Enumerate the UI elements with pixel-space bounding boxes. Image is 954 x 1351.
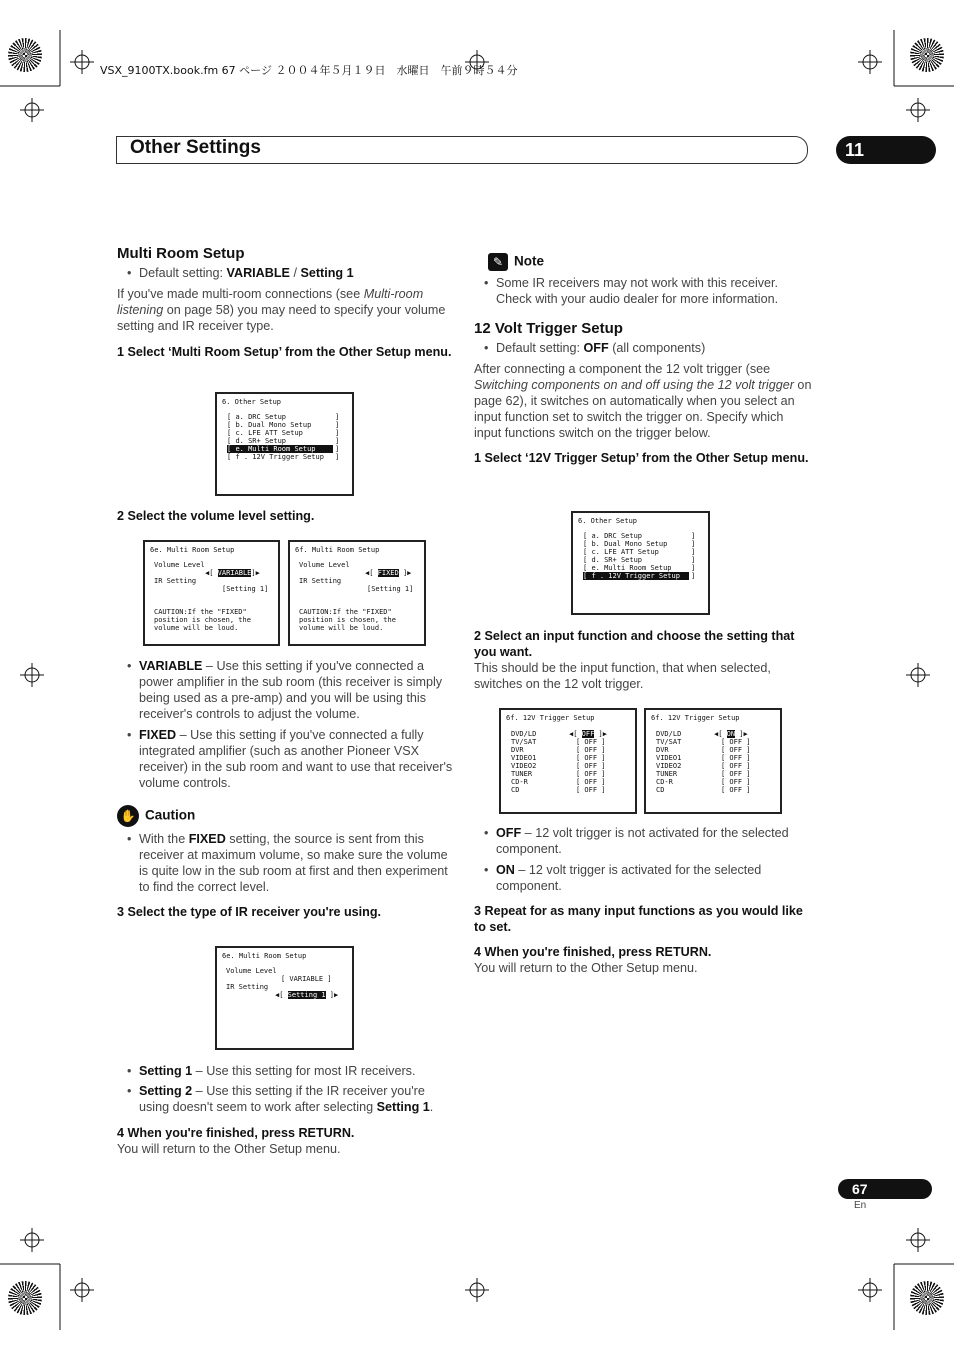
osd-value: [ OFF ] — [576, 786, 606, 794]
osd-value: [ OFF ] — [576, 738, 606, 746]
registration-sunburst-icon — [8, 1281, 42, 1315]
osd-input-label: VIDEO2 — [511, 762, 537, 770]
osd-value: [ OFF ] — [576, 762, 606, 770]
osd-menu-item-selected: f . 12V Trigger Setup — [591, 572, 680, 580]
osd-value-selected: VARIABLE — [217, 569, 252, 577]
step-2: 2 Select the volume level setting. — [117, 509, 315, 523]
step-4: 4 When you're finished, press RETURN. — [474, 945, 712, 959]
osd-input-label: CD — [511, 786, 520, 794]
step-2-text: This should be the input function, that when selected, switches on the 12 volt trigger. — [474, 661, 771, 691]
osd-input-label: CD — [656, 786, 665, 794]
osd-value-selected: Setting 1 — [287, 991, 326, 999]
registration-sunburst-icon — [910, 1281, 944, 1315]
osd-value: [ OFF ] — [721, 762, 751, 770]
osd-value: [ OFF ] — [576, 778, 606, 786]
cross-reference-link[interactable]: Switching components on and off using the 12 volt trigger — [474, 378, 794, 392]
osd-input-label: CD-R — [656, 778, 673, 786]
osd-title: 6. Other Setup — [222, 398, 282, 406]
print-header: VSX_9100TX.book.fm 67 ページ ２００４年５月１９日 水曜日 午前９時５４分 — [100, 64, 518, 77]
step-1: 1 Select ‘12V Trigger Setup’ from the Other Setup menu. — [474, 451, 809, 465]
chapter-number: 11 — [836, 136, 936, 164]
osd-value: [Setting 1] — [222, 585, 269, 593]
osd-input-label: DVR — [656, 746, 669, 754]
osd-value: [ OFF ] — [721, 778, 751, 786]
osd-value: [ OFF ] — [576, 754, 606, 762]
osd-input-label: VIDEO1 — [511, 754, 537, 762]
default-setting: • Default setting: VARIABLE / Setting 1 — [117, 265, 457, 281]
registration-sunburst-icon — [910, 38, 944, 72]
osd-value: [ OFF ] — [721, 754, 751, 762]
osd-label: IR Setting — [299, 577, 342, 585]
section-heading: Multi Room Setup — [117, 245, 245, 262]
osd-title: 6. Other Setup — [578, 517, 638, 525]
step-1: 1 Select ‘Multi Room Setup’ from the Other Setup menu. — [117, 345, 452, 359]
osd-input-label: TUNER — [656, 770, 678, 778]
osd-input-label: DVR — [511, 746, 524, 754]
step-4-text: You will return to the Other Setup menu. — [117, 1142, 341, 1156]
osd-menu-item: a. DRC Setup — [235, 413, 287, 421]
osd-input-label: VIDEO1 — [656, 754, 682, 762]
osd-multi-room-fixed-screen: 6f. Multi Room Setup Volume Level ◀[ FIXED ]▶ IR Setting [Setting 1] CAUTION:If the "FIXED" position is chosen, the volume will be loud. — [288, 540, 426, 646]
osd-value-selected: ON — [726, 730, 736, 738]
osd-other-setup-screen: 6. Other Setup [ a. DRC Setup ] [ b. Dual Mono Setup ] [ c. LFE ATT Setup ] [ d. SR+ Setup ] [ e. Multi Room Setup ] [ f . 12V Trigger Setup ] — [215, 392, 354, 496]
osd-input-label: DVD/LD — [656, 730, 682, 738]
osd-menu-item: b. Dual Mono Setup — [235, 421, 312, 429]
osd-multi-room-variable-screen: 6e. Multi Room Setup Volume Level ◀[ VARIABLE]▶ IR Setting [Setting 1] CAUTION:If the "FIXED" position is chosen, the volume will be loud. — [143, 540, 280, 646]
osd-input-label: TV/SAT — [511, 738, 537, 746]
osd-other-setup-screen: 6. Other Setup [ a. DRC Setup ] [ b. Dual Mono Setup ] [ c. LFE ATT Setup ] [ d. SR+ Setup ] [ e. Multi Room Setup ] [ f . 12V Trigger Setup ] — [571, 511, 710, 615]
osd-value: [ OFF ] — [721, 738, 751, 746]
caution-text: • With the FIXED setting, the source is sent from this receiver at maximum volume, so make sure the volume is quite low in the sub room at first and then experiment to find the correct level. — [117, 831, 457, 895]
step-4-text: You will return to the Other Setup menu. — [474, 961, 698, 975]
cross-reference-link[interactable]: Multi-room listening — [117, 287, 424, 317]
osd-menu-item: c. LFE ATT Setup — [235, 429, 303, 437]
language-label: En — [854, 1200, 867, 1211]
osd-value: [ OFF ] — [721, 770, 751, 778]
caution-hand-icon: ✋ — [117, 805, 139, 827]
osd-label: IR Setting — [154, 577, 197, 585]
caution-heading: ✋ Caution — [117, 805, 457, 827]
osd-menu-item: e. Multi Room Setup — [591, 564, 672, 572]
intro-paragraph: After connecting a component the 12 volt trigger (see Switching components on and off using the 12 volt trigger on page 62), it switches on automatically when you select an input function set to switch the trigger on. Specify which input functions switch on the trigger below. — [474, 362, 812, 440]
osd-value: [ OFF ] — [721, 746, 751, 754]
off-bullet: • OFF – 12 volt trigger is not activated for the selected component. — [474, 825, 814, 857]
osd-menu-item: c. LFE ATT Setup — [591, 548, 659, 556]
fixed-bullet: • FIXED – Use this setting if you've connected a fully integrated amplifier (such as another Pioneer VSX receiver) in the sub room and want to use that receiver's volume controls. — [117, 727, 457, 791]
page-number: 67 — [838, 1179, 932, 1199]
variable-bullet: • VARIABLE – Use this setting if you've connected a power amplifier in the sub room (this receiver is simply being used as a pre-amp) and you will be using this receiver's controls to adjust the volume. — [117, 658, 457, 722]
osd-input-label: TV/SAT — [656, 738, 682, 746]
default-setting: • Default setting: OFF (all components) — [474, 340, 814, 356]
osd-value-selected: FIXED — [377, 569, 399, 577]
osd-label: Volume Level — [154, 561, 205, 569]
step-3: 3 Repeat for as many input functions as you would like to set. — [474, 904, 803, 934]
intro-paragraph: If you've made multi-room connections (see Multi-room listening on page 58) you may need to specify your volume setting and IR receiver type. — [117, 287, 446, 333]
osd-input-label: VIDEO2 — [656, 762, 682, 770]
osd-title: 6f. Multi Room Setup — [295, 546, 380, 554]
osd-title: 6e. Multi Room Setup — [222, 952, 307, 960]
osd-label: Volume Level — [226, 967, 277, 975]
chapter-title: Other Settings — [130, 137, 261, 158]
left-column — [117, 246, 457, 360]
osd-label: IR Setting — [226, 983, 269, 991]
osd-title: 6e. Multi Room Setup — [150, 546, 235, 554]
osd-label: Volume Level — [299, 561, 350, 569]
osd-menu-item: f . 12V Trigger Setup — [235, 453, 324, 461]
osd-value: [ OFF ] — [576, 770, 606, 778]
osd-value-selected: OFF — [581, 730, 595, 738]
osd-trigger-on-screen: 6f. 12V Trigger Setup DVD/LD TV/SAT DVR VIDEO1 VIDEO2 TUNER CD-R CD ◀[ ON ]▶ [ OFF ] [ OFF ] [ OFF ] [ OFF ] [ OFF ] [ OFF ] [ OFF ] — [644, 708, 782, 814]
note-pencil-icon: ✎ — [488, 253, 508, 271]
registration-sunburst-icon — [8, 38, 42, 72]
setting2-bullet: • Setting 2 – Use this setting if the IR receiver you're using doesn't seem to work after selecting Setting 1. — [117, 1083, 457, 1115]
osd-input-label: CD-R — [511, 778, 528, 786]
note-heading: ✎ Note — [488, 253, 814, 271]
osd-caution: CAUTION:If the "FIXED" position is chosen, the volume will be loud. — [154, 608, 251, 632]
osd-trigger-off-screen: 6f. 12V Trigger Setup DVD/LD TV/SAT DVR VIDEO1 VIDEO2 TUNER CD-R CD ◀[ OFF ]▶ [ OFF ] [ OFF ] [ OFF ] [ OFF ] [ OFF ] [ OFF ] [ OFF ] — [499, 708, 637, 814]
osd-value: [ OFF ] — [721, 786, 751, 794]
section-heading: 12 Volt Trigger Setup — [474, 320, 623, 337]
osd-menu-item: d. SR+ Setup — [591, 556, 643, 564]
osd-caution: CAUTION:If the "FIXED" position is chosen, the volume will be loud. — [299, 608, 396, 632]
osd-title: 6f. 12V Trigger Setup — [506, 714, 595, 722]
osd-menu-item: b. Dual Mono Setup — [591, 540, 668, 548]
note-text: • Some IR receivers may not work with this receiver. Check with your audio dealer for more information. — [474, 275, 814, 307]
osd-title: 6f. 12V Trigger Setup — [651, 714, 740, 722]
on-bullet: • ON – 12 volt trigger is activated for the selected component. — [474, 862, 814, 894]
osd-input-label: TUNER — [511, 770, 533, 778]
step-4: 4 When you're finished, press RETURN. — [117, 1126, 355, 1140]
osd-value: [ OFF ] — [576, 746, 606, 754]
osd-menu-item-selected: e. Multi Room Setup — [235, 445, 316, 453]
osd-multi-room-ir-screen: 6e. Multi Room Setup Volume Level [ VARIABLE ] IR Setting ◀[ Setting 1 ]▶ — [215, 946, 354, 1050]
osd-value: [ VARIABLE ] — [281, 975, 332, 983]
osd-menu-item: a. DRC Setup — [591, 532, 643, 540]
step-2: 2 Select an input function and choose the setting that you want. — [474, 629, 795, 659]
step-3: 3 Select the type of IR receiver you're using. — [117, 905, 382, 919]
osd-value: [Setting 1] — [367, 585, 414, 593]
setting1-bullet: • Setting 1 – Use this setting for most IR receivers. — [117, 1063, 457, 1079]
osd-menu-item: d. SR+ Setup — [235, 437, 287, 445]
osd-input-label: DVD/LD — [511, 730, 537, 738]
